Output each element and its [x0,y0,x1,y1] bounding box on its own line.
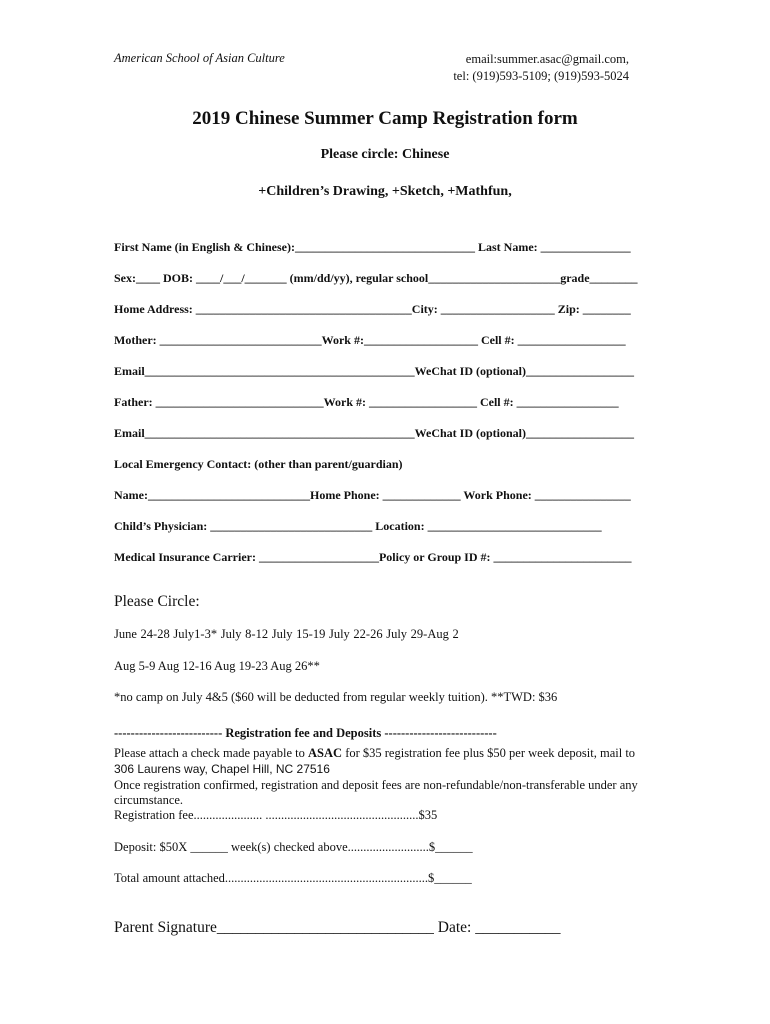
deposit-line[interactable]: Deposit: $50X ______ week(s) checked above..........................$______ [114,840,473,854]
circle-line-2: +Children’s Drawing, +Sketch, +Mathfun, [258,184,512,199]
field-father[interactable]: Father: ____________________________Work #: __________________ Cell #: _________________ [114,395,619,409]
registration-heading: -------------------------- Registration fee and Deposits --------------------------- [114,726,497,740]
field-mother-email[interactable]: Email_____________________________________________WeChat ID (optional)__________________ [114,364,635,378]
field-insurance[interactable]: Medical Insurance Carrier: ____________________Policy or Group ID #: _______________________ [114,550,632,564]
field-home-address[interactable]: Home Address: ____________________________________City: ___________________ Zip: ________ [114,302,631,316]
registration-fee-line: Registration fee...................... .................................................$35 [114,808,438,822]
page-title: 2019 Chinese Summer Camp Registration form [192,108,578,129]
field-physician[interactable]: Child’s Physician: ___________________________ Location: _____________________________ [114,519,602,533]
refund-policy: Once registration confirmed, registration and deposit fees are non-refundable/non-transferable under any [114,778,638,792]
registration-instructions [114,746,635,761]
camp-note: *no camp on July 4&5 ($60 will be deducted from regular weekly tuition). **TWD: $36 [114,690,558,704]
refund-policy-cont: circumstance. [114,793,184,807]
weeks-row-2[interactable]: Aug 5-9 Aug 12-16 Aug 19-23 Aug 26** [114,659,320,673]
header-org: American School of Asian Culture [114,51,285,65]
circle-line-1: Please circle: Chinese [320,147,450,162]
field-sex-dob-school[interactable]: Sex:____ DOB: ____/___/_______ (mm/dd/yy), regular school______________________grade________ [114,271,638,285]
weeks-row-1[interactable]: June 24-28 July1-3* July 8-12 July 15-19 July 22-26 July 29-Aug 2 [114,627,459,641]
please-circle-heading: Please Circle: [114,593,200,610]
field-father-email[interactable]: Email_____________________________________________WeChat ID (optional)__________________ [114,426,635,440]
header-email: email:summer.asac@gmail.com, [465,52,629,66]
field-mother[interactable]: Mother: ___________________________Work #:___________________ Cell #: __________________ [114,333,626,347]
header-tel: tel: (919)593-5109; (919)593-5024 [453,69,629,83]
instructions-pre: Please attach a check made payable to [114,746,309,760]
mailing-address: 306 Laurens way, Chapel Hill, NC 27516 [114,762,330,776]
header-contact [453,51,629,85]
instructions-post: for $35 registration fee plus $50 per week deposit, mail to [342,746,636,760]
total-line[interactable]: Total amount attached.................................................................$______ [114,871,472,885]
signature-line[interactable]: Parent Signature____________________________ Date: ___________ [114,919,561,936]
emergency-contact-label: Local Emergency Contact: (other than parent/guardian) [114,457,403,471]
instructions-payee: ASAC [308,746,343,760]
field-emergency-name[interactable]: Name:___________________________Home Phone: _____________ Work Phone: ________________ [114,488,631,502]
field-first-last-name[interactable]: First Name (in English & Chinese):______________________________ Last Name: _______________ [114,240,631,254]
